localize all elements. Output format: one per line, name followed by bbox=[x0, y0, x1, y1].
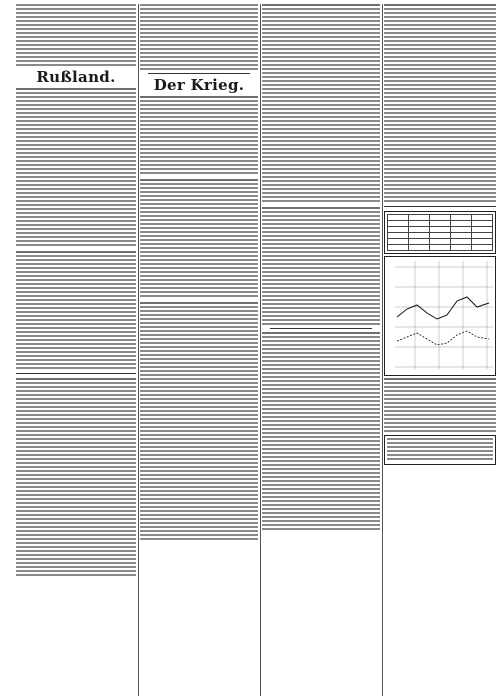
column-rule bbox=[260, 4, 261, 696]
article-body bbox=[16, 378, 136, 576]
article-body bbox=[384, 378, 496, 432]
column-2 bbox=[140, 4, 258, 696]
advertisement-box bbox=[384, 435, 496, 465]
text-block bbox=[140, 4, 258, 70]
weather-table bbox=[387, 214, 493, 251]
article-body bbox=[262, 332, 380, 530]
column-rule bbox=[382, 4, 383, 696]
article-body bbox=[16, 88, 136, 369]
section-heading-war: Der Krieg. bbox=[153, 76, 245, 94]
column-rule bbox=[138, 4, 139, 696]
text-block bbox=[16, 4, 136, 66]
column-3 bbox=[262, 4, 380, 696]
column-1 bbox=[16, 4, 136, 696]
weather-report-box bbox=[384, 211, 496, 254]
column-4 bbox=[384, 4, 496, 696]
article-body bbox=[262, 4, 380, 325]
article-body bbox=[140, 96, 258, 540]
article-body bbox=[384, 4, 496, 202]
weather-chart-svg bbox=[385, 257, 495, 373]
weather-chart bbox=[384, 256, 496, 376]
section-heading-russia: Rußland. bbox=[36, 68, 116, 86]
newspaper-page bbox=[16, 4, 496, 696]
